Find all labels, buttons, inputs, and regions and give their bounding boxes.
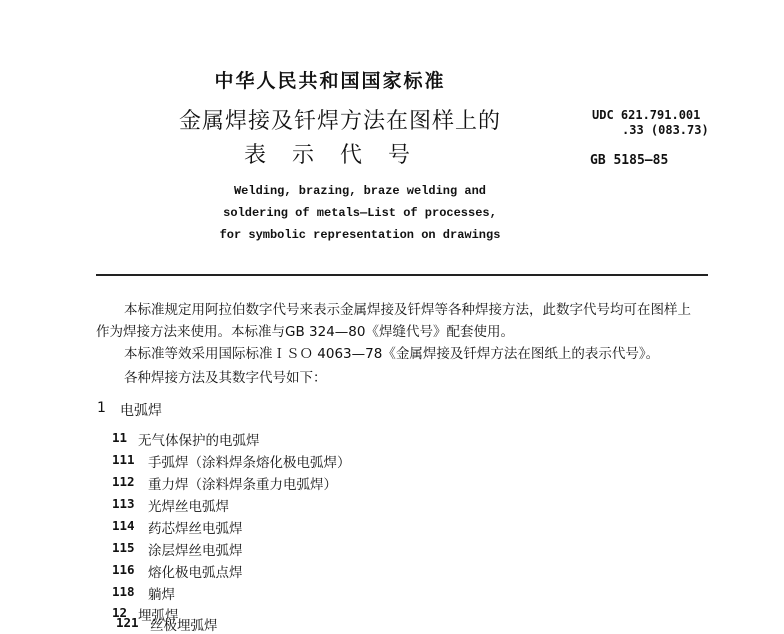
equivalence-paragraph: 本标准等效采用国际标准ＩＳＯ 4063—78《金属焊接及钎焊方法在图纸上的表示代号》。	[124, 346, 660, 362]
process-label: 丝极埋弧焊	[150, 618, 218, 634]
list-intro-paragraph: 各种焊接方法及其数字代号如下：	[124, 370, 327, 386]
process-code: 113	[112, 496, 135, 511]
process-code: 114	[112, 518, 135, 533]
process-label: 重力焊（涂料焊条重力电弧焊）	[148, 477, 337, 493]
english-title-line1: Welding, brazing, braze welding and	[233, 184, 487, 198]
process-code: 112	[112, 474, 135, 489]
process-label: 药芯焊丝电弧焊	[148, 521, 243, 537]
section-number: 1	[97, 400, 106, 416]
process-code: 121	[116, 615, 139, 630]
process-code: 115	[112, 540, 135, 555]
intro-paragraph-line1: 本标准规定用阿拉伯数字代号来表示金属焊接及钎焊等各种焊接方法，此数字代号均可在图样上	[124, 302, 691, 318]
english-title-line3: for symbolic representation on drawings	[219, 228, 501, 242]
process-label: 无气体保护的电弧焊	[138, 433, 260, 449]
document-title-line2: 表示代号	[243, 143, 436, 168]
process-label: 埋弧焊	[138, 608, 179, 624]
process-label: 躺焊	[148, 587, 175, 603]
header-divider	[96, 274, 708, 276]
process-code: 12	[112, 605, 128, 620]
process-code: 111	[112, 452, 135, 467]
standard-type-heading: 中华人民共和国国家标准	[214, 70, 446, 92]
process-code: 118	[112, 584, 135, 599]
process-label: 光焊丝电弧焊	[148, 499, 229, 515]
process-code: 11	[112, 430, 128, 445]
process-label: 涂层焊丝电弧焊	[148, 543, 243, 559]
document-title-line1: 金属焊接及钎焊方法在图样上的	[178, 109, 501, 134]
intro-paragraph-line2: 作为焊接方法来使用。本标准与GB 324—80《焊缝代号》配套使用。	[96, 324, 514, 340]
gb-standard-number: GB 5185—85	[590, 153, 669, 168]
udc-code-line1: UDC 621.791.001	[592, 108, 701, 122]
process-code: 116	[112, 562, 135, 577]
udc-code-line2: .33 (083.73)	[622, 123, 709, 137]
process-label: 手弧焊（涂料焊条熔化极电弧焊）	[148, 455, 351, 471]
section-title: 电弧焊	[120, 403, 162, 419]
process-label: 熔化极电弧点焊	[148, 565, 243, 581]
english-title-line2: soldering of metals—List of processes,	[223, 206, 497, 220]
